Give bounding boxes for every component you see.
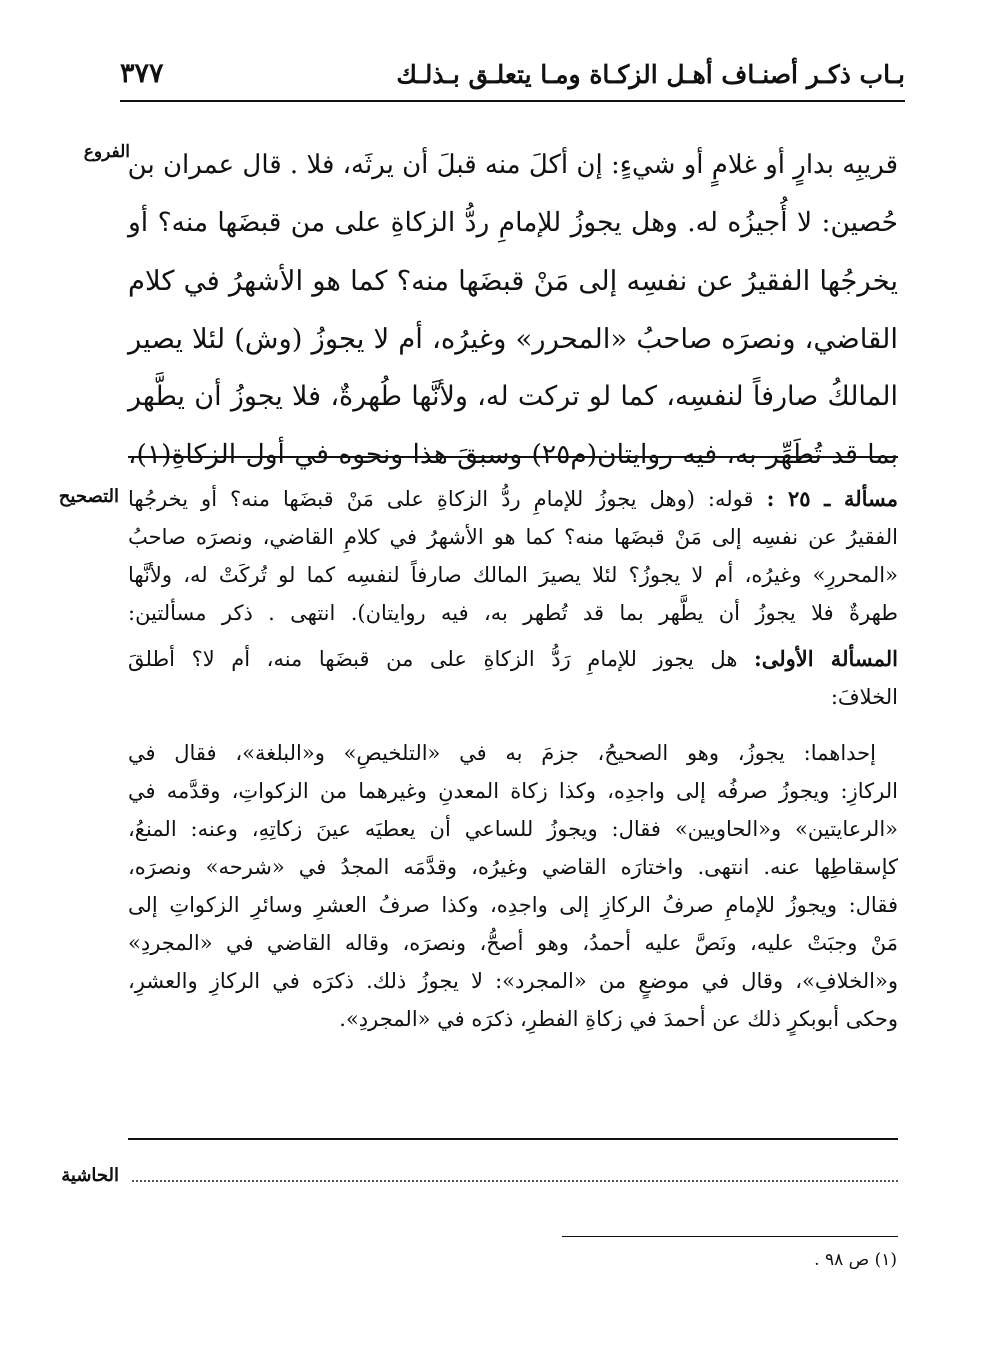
text-line: الفقيرُ عن نفسِه إلى مَنْ قبضَها منه؟ كما هو الأشهرُ في كلامِ القاضي، ونصرَه صاحبُ [128,525,898,549]
first-issue-label: المسألة الأولى: [754,646,898,671]
text-line: المالكُ صارفاً لنفسِه، كما لو تركت له، ولأنَّها طُهرةٌ، فلا يجوزُ أن يطَّهر [128,381,898,412]
text-line: «المحررِ» وغيرُه، أم لا يجوزُ؟ لئلا يصيرَ المالك صارفاً لنفسِه كما لو تُركَتْ له، ولأنَّها [128,563,898,587]
margin-label-furu: الفروع [83,142,130,162]
running-header [120,56,905,102]
section-divider [128,1138,898,1140]
hashiya-dotted-line [132,1178,898,1182]
issue-label: مسألة ـ ٢٥ : [766,486,898,511]
footnote: (١) ص ٩٨ . [814,1250,897,1270]
text-line [128,640,898,678]
text-line: إحداهما: يجوزُ، وهو الصحيحُ، جزمَ به في «التلخيصِ» و«البلغة»، فقال في [128,741,876,765]
text-line: الركازِ: ويجوزُ صرفُه إلى واجدِه، وكذا زكاة المعدنِ وغيرهما من الزكواتِ، وقدَّمه في [128,779,898,803]
margin-label-tashih: التصحيح [58,486,119,507]
text-line [128,480,898,518]
section-divider [128,456,898,458]
text-run: قوله: (وهل يجوزُ للإمامِ ردُّ الزكاةِ على مَنْ قبضَها منه؟ أو يخرجُها [128,487,754,511]
text-line: «الرعايتين» و«الحاويين» فقال: ويجوزُ للساعي أن يعطيَه عينَ زكاتِهِ، وعنه: المنعُ، [128,817,898,841]
footnote-divider [562,1236,898,1237]
text-line: حُصين: لا أُجيزُه له. وهل يجوزُ للإمامِ ردُّ الزكاةِ على من قبضَها منه؟ أو [128,207,898,238]
furu-text [128,136,898,484]
text-run: هل يجوز للإمامِ رَدُّ الزكاةِ على من قبضَها منه، أم لا؟ أطلقَ [128,647,738,671]
page-number: ٣٧٧ [120,58,164,89]
text-line: بما قد تُطَهِّر به، فيه روايتان(م٢٥) وسبقَ هذا ونحوه في أول الزكاةِ(١)، [128,439,898,470]
text-line: وحكى أبوبكرٍ ذلك عن أحمدَ في زكاةِ الفطرِ، ذكرَه في «المجردِ». [339,1007,898,1031]
tashih-text [128,480,898,1038]
text-line: طهرةٌ فلا يجوزُ أن يطَّهر بما قد تُطهر به، فيه روايتان). انتهى . ذكر مسألتين: [128,601,898,625]
text-line: القاضي، ونصرَه صاحبُ «المحرر» وغيرُه، أم لا يجوزُ (وش) لئلا يصير [128,323,898,355]
margin-label-hashiya: الحاشية [61,1165,119,1186]
text-line: مَنْ وجبَتْ عليه، ونَصَّ عليه أحمدُ، وهو أصحُّ، ونصرَه، وقاله القاضي في «المجردِ» [128,931,898,955]
text-line: و«الخلافِ»، وقال في موضعٍ من «المجرد»: لا يجوزُ ذلك. ذكرَه في الركازِ والعشرِ، [128,969,898,993]
text-line: قريبِه بدارٍ أو غلامٍ أو شيءٍ: إن أكلَ منه قبلَ أن يرثَه، فلا . قال عمران بن [127,150,898,180]
text-line: كإسقاطِها عنه. انتهى. واختارَه القاضي وغيرُه، وقدَّمَه المجدُ في «شرحه» ونصرَه، [128,855,898,879]
text-line: يخرجُها الفقيرُ عن نفسِه إلى مَنْ قبضَها منه؟ كما هو الأشهرُ في كلام [128,265,898,297]
chapter-title: بـاب ذكـر أصنـاف أهـل الزكـاة ومـا يتعلـق بـذلـك [396,60,905,89]
text-line: الخلافَ: [830,685,898,709]
text-line: فقال: ويجوزُ للإمامِ صرفُ الركازِ إلى واجدِه، وكذا صرفُ العشرِ وسائرِ الزكواتِ إلى [128,893,898,917]
